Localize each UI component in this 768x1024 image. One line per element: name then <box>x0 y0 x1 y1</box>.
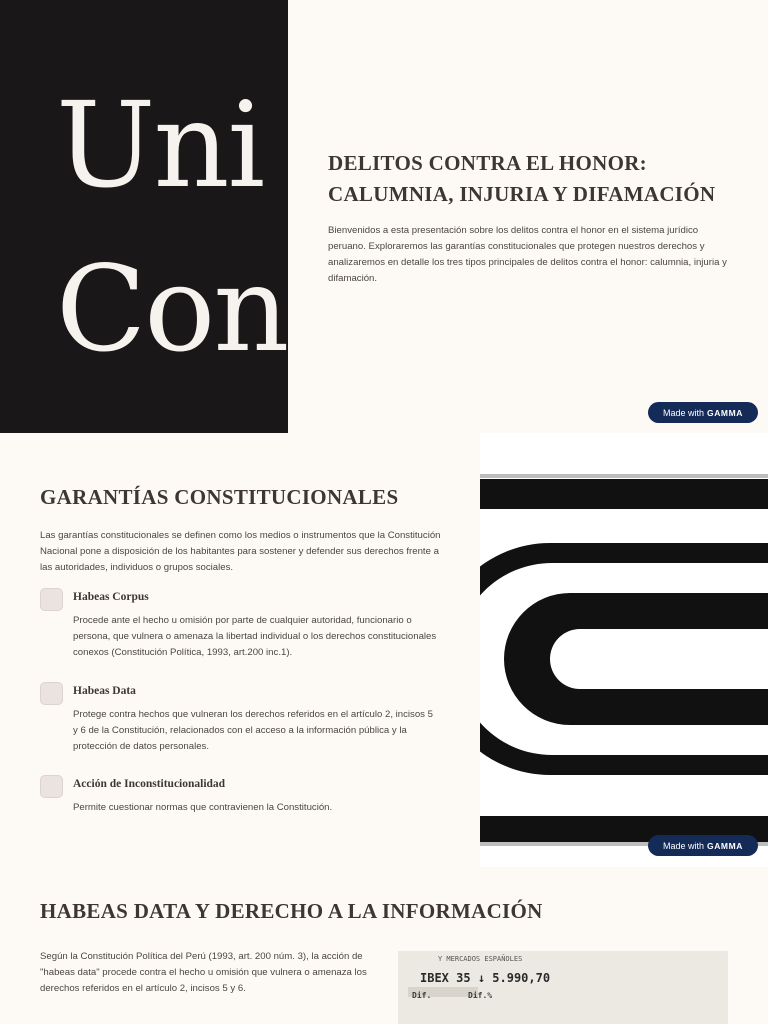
item-title: Habeas Corpus <box>73 591 149 603</box>
item-title: Habeas Data <box>73 685 136 697</box>
item-text: Procede ante el hecho u omisión por parte de cualquier autoridad, funcionario o persona, que vulnera o amenaza la libertad individual o los derechos constitucionales conexos (Constitución Política, 1993, art.200 inc.1). <box>73 615 437 658</box>
intro-paragraph: Bienvenidos a esta presentación sobre los delitos contra el honor en el sistema jurídico peruano. Exploraremos las garantías constitucionales que protegen nuestros derechos y analizaremos en detalle los tres tipos principales de delitos contra el honor: calumnia, injuria y difamación. <box>328 225 727 284</box>
made-with-gamma-badge[interactable] <box>648 402 758 423</box>
constitution-logo-image <box>480 433 768 867</box>
badge-prefix: Made with <box>662 840 704 851</box>
checkbox-icon <box>40 588 63 611</box>
down-arrow-icon: ↓ <box>477 971 486 985</box>
slide-title-line-2: CALUMNIA, INJURIA Y DIFAMACIÓN <box>328 182 716 206</box>
stock-ticker-image <box>398 951 728 1024</box>
ticker-index-value: 5.990,70 <box>492 971 551 985</box>
item-text: Protege contra hechos que vulneran los derechos referidos en el artículo 2, incisos 5 y 6 de la Constitución, relacionados con el acceso a la información pública y la protección de datos personales. <box>73 709 433 752</box>
checkbox-icon <box>40 682 63 705</box>
slide-intro <box>0 0 768 433</box>
slide-description: Según la Constitución Política del Perú (1993, art. 200 núm. 3), la acción de "habeas data" procede contra el hecho u omisión que vulnera o amenaza los derechos referidos en el artículo 2, incisos 5 y 6. <box>40 951 367 994</box>
checkbox-icon <box>40 775 63 798</box>
slide-title: GARANTÍAS CONSTITUCIONALES <box>40 485 399 509</box>
badge-prefix: Made with <box>662 407 704 418</box>
hero-image <box>0 0 288 433</box>
slide-habeas-data <box>0 867 768 1024</box>
logo-graphic <box>480 433 768 867</box>
slide-title-line-1: DELITOS CONTRA EL HONOR: <box>328 151 647 175</box>
ticker-col-difpct: Dif.% <box>468 991 493 1000</box>
slide-title <box>328 148 748 210</box>
item-title: Acción de Inconstitucionalidad <box>73 778 226 790</box>
made-with-gamma-badge[interactable] <box>648 835 758 856</box>
hero-image-text-1: Uni <box>56 76 264 214</box>
slide-title: HABEAS DATA Y DERECHO A LA INFORMACIÓN <box>40 899 543 923</box>
gamma-logo: GAMMA <box>706 407 744 418</box>
gamma-logo: GAMMA <box>706 840 744 851</box>
slide-description: Las garantías constitucionales se definen como los medios o instrumentos que la Constitución Nacional pone a disposición de los habitantes para sostener y defender sus derechos frente a las autoridades, individuos o grupos sociales. <box>40 530 441 573</box>
ticker-heading: Y MERCADOS ESPAÑOLES <box>438 955 523 963</box>
slide-garantias <box>0 433 768 867</box>
ticker-index-name: IBEX 35 <box>420 971 471 985</box>
ticker-index <box>420 971 550 985</box>
hero-image-text-2: Con <box>56 240 288 378</box>
ticker-col-dif: Dif. <box>412 991 432 1000</box>
item-text: Permite cuestionar normas que contravienen la Constitución. <box>73 802 333 813</box>
